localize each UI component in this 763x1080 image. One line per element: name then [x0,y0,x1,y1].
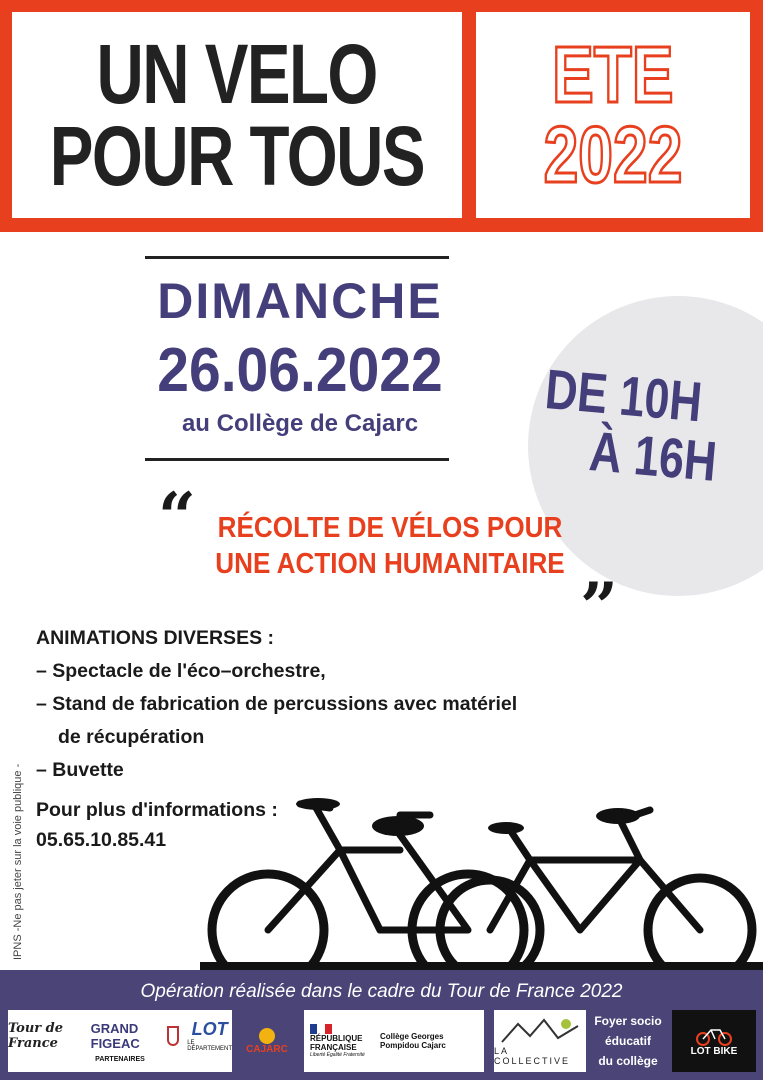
foyer-line-2: éducatif [604,1034,651,1048]
event-day: DIMANCHE [157,273,443,329]
quote-open-icon: “ [158,478,196,556]
list-item: – Stand de fabrication de percussions avec matériel [36,693,518,715]
info-label: Pour plus d'informations : [36,799,278,821]
la-collective-logo [494,1010,586,1072]
time-line-1: DE 10H [542,357,705,434]
footer-title: Opération réalisée dans le cadre du Tour de France 2022 [140,981,623,1002]
list-item: – Spectacle de l'éco–orchestre, [36,660,326,682]
lot-logo-sub: LE DÉPARTEMENT [187,1040,233,1052]
quote-close-icon: ” [580,568,618,646]
divider-top [145,256,449,259]
event-place: au Collège de Cajarc [181,410,419,437]
cajarc-logo-text: CAJARC [246,1043,288,1055]
ipns-note: IPNS -Ne pas jeter sur la voie publique - [12,763,24,960]
season-line-1: ETE [552,30,674,119]
tour-de-france-logo: Tour de France [8,1020,64,1051]
quote-text [174,510,606,582]
quote-line-2: UNE ACTION HUMANITAIRE [215,548,565,580]
phone-number: 05.65.10.85.41 [36,829,167,851]
season-box [476,12,750,218]
header-banner [0,0,763,232]
title-line-2: POUR TOUS [49,109,425,203]
lot-logo-text: LOT [191,1019,228,1039]
time-range [538,357,720,493]
republique-francaise-logo [310,1024,372,1058]
collective-text: LA COLLECTIVE [494,1046,571,1066]
event-date: 26.06.2022 [157,336,443,405]
sun-icon [259,1028,275,1044]
divider-bottom [145,458,449,461]
animations-heading: ANIMATIONS DIVERSES : [36,627,274,649]
bike-icon [694,1026,734,1046]
partners-label: PARTENAIRES [95,1056,145,1063]
lot-bike-logo [672,1010,756,1072]
foyer-socio-educatif [590,1010,666,1072]
title-box [12,12,462,218]
animations-list [36,622,556,787]
coat-of-arms-icon [167,1026,179,1046]
republique-college-logo [304,1010,484,1072]
grand-figeac-logo: GRAND FIGEAC [90,1020,140,1051]
partners-logos [8,1010,232,1072]
list-item: – Buvette [36,759,124,781]
footer [0,970,763,1080]
republique-text-1: RÉPUBLIQUE [310,1034,363,1043]
foyer-line-1: Foyer socio [594,1014,662,1028]
republique-motto: Liberté Égalité Fraternité [310,1052,365,1058]
cajarc-logo [238,1010,296,1072]
quote-line-1: RÉCOLTE DE VÉLOS POUR [217,512,563,544]
list-item: de récupération [58,726,205,748]
mountains-icon [500,1016,580,1046]
time-line-2: À 16H [587,419,720,493]
french-flag-icon [310,1024,332,1034]
title-line-1: UN VELO [96,27,378,121]
season-line-2: 2022 [543,110,683,199]
lot-departement-logo [187,1019,232,1052]
republique-text-2: FRANÇAISE [310,1043,357,1052]
lot-bike-text: LOT BIKE [690,1045,738,1057]
bicycles-illustration [200,790,763,972]
partners-row [8,1019,232,1052]
college-name: Collège Georges Pompidou Cajarc [380,1032,446,1050]
foyer-line-3: du collège [598,1054,658,1068]
